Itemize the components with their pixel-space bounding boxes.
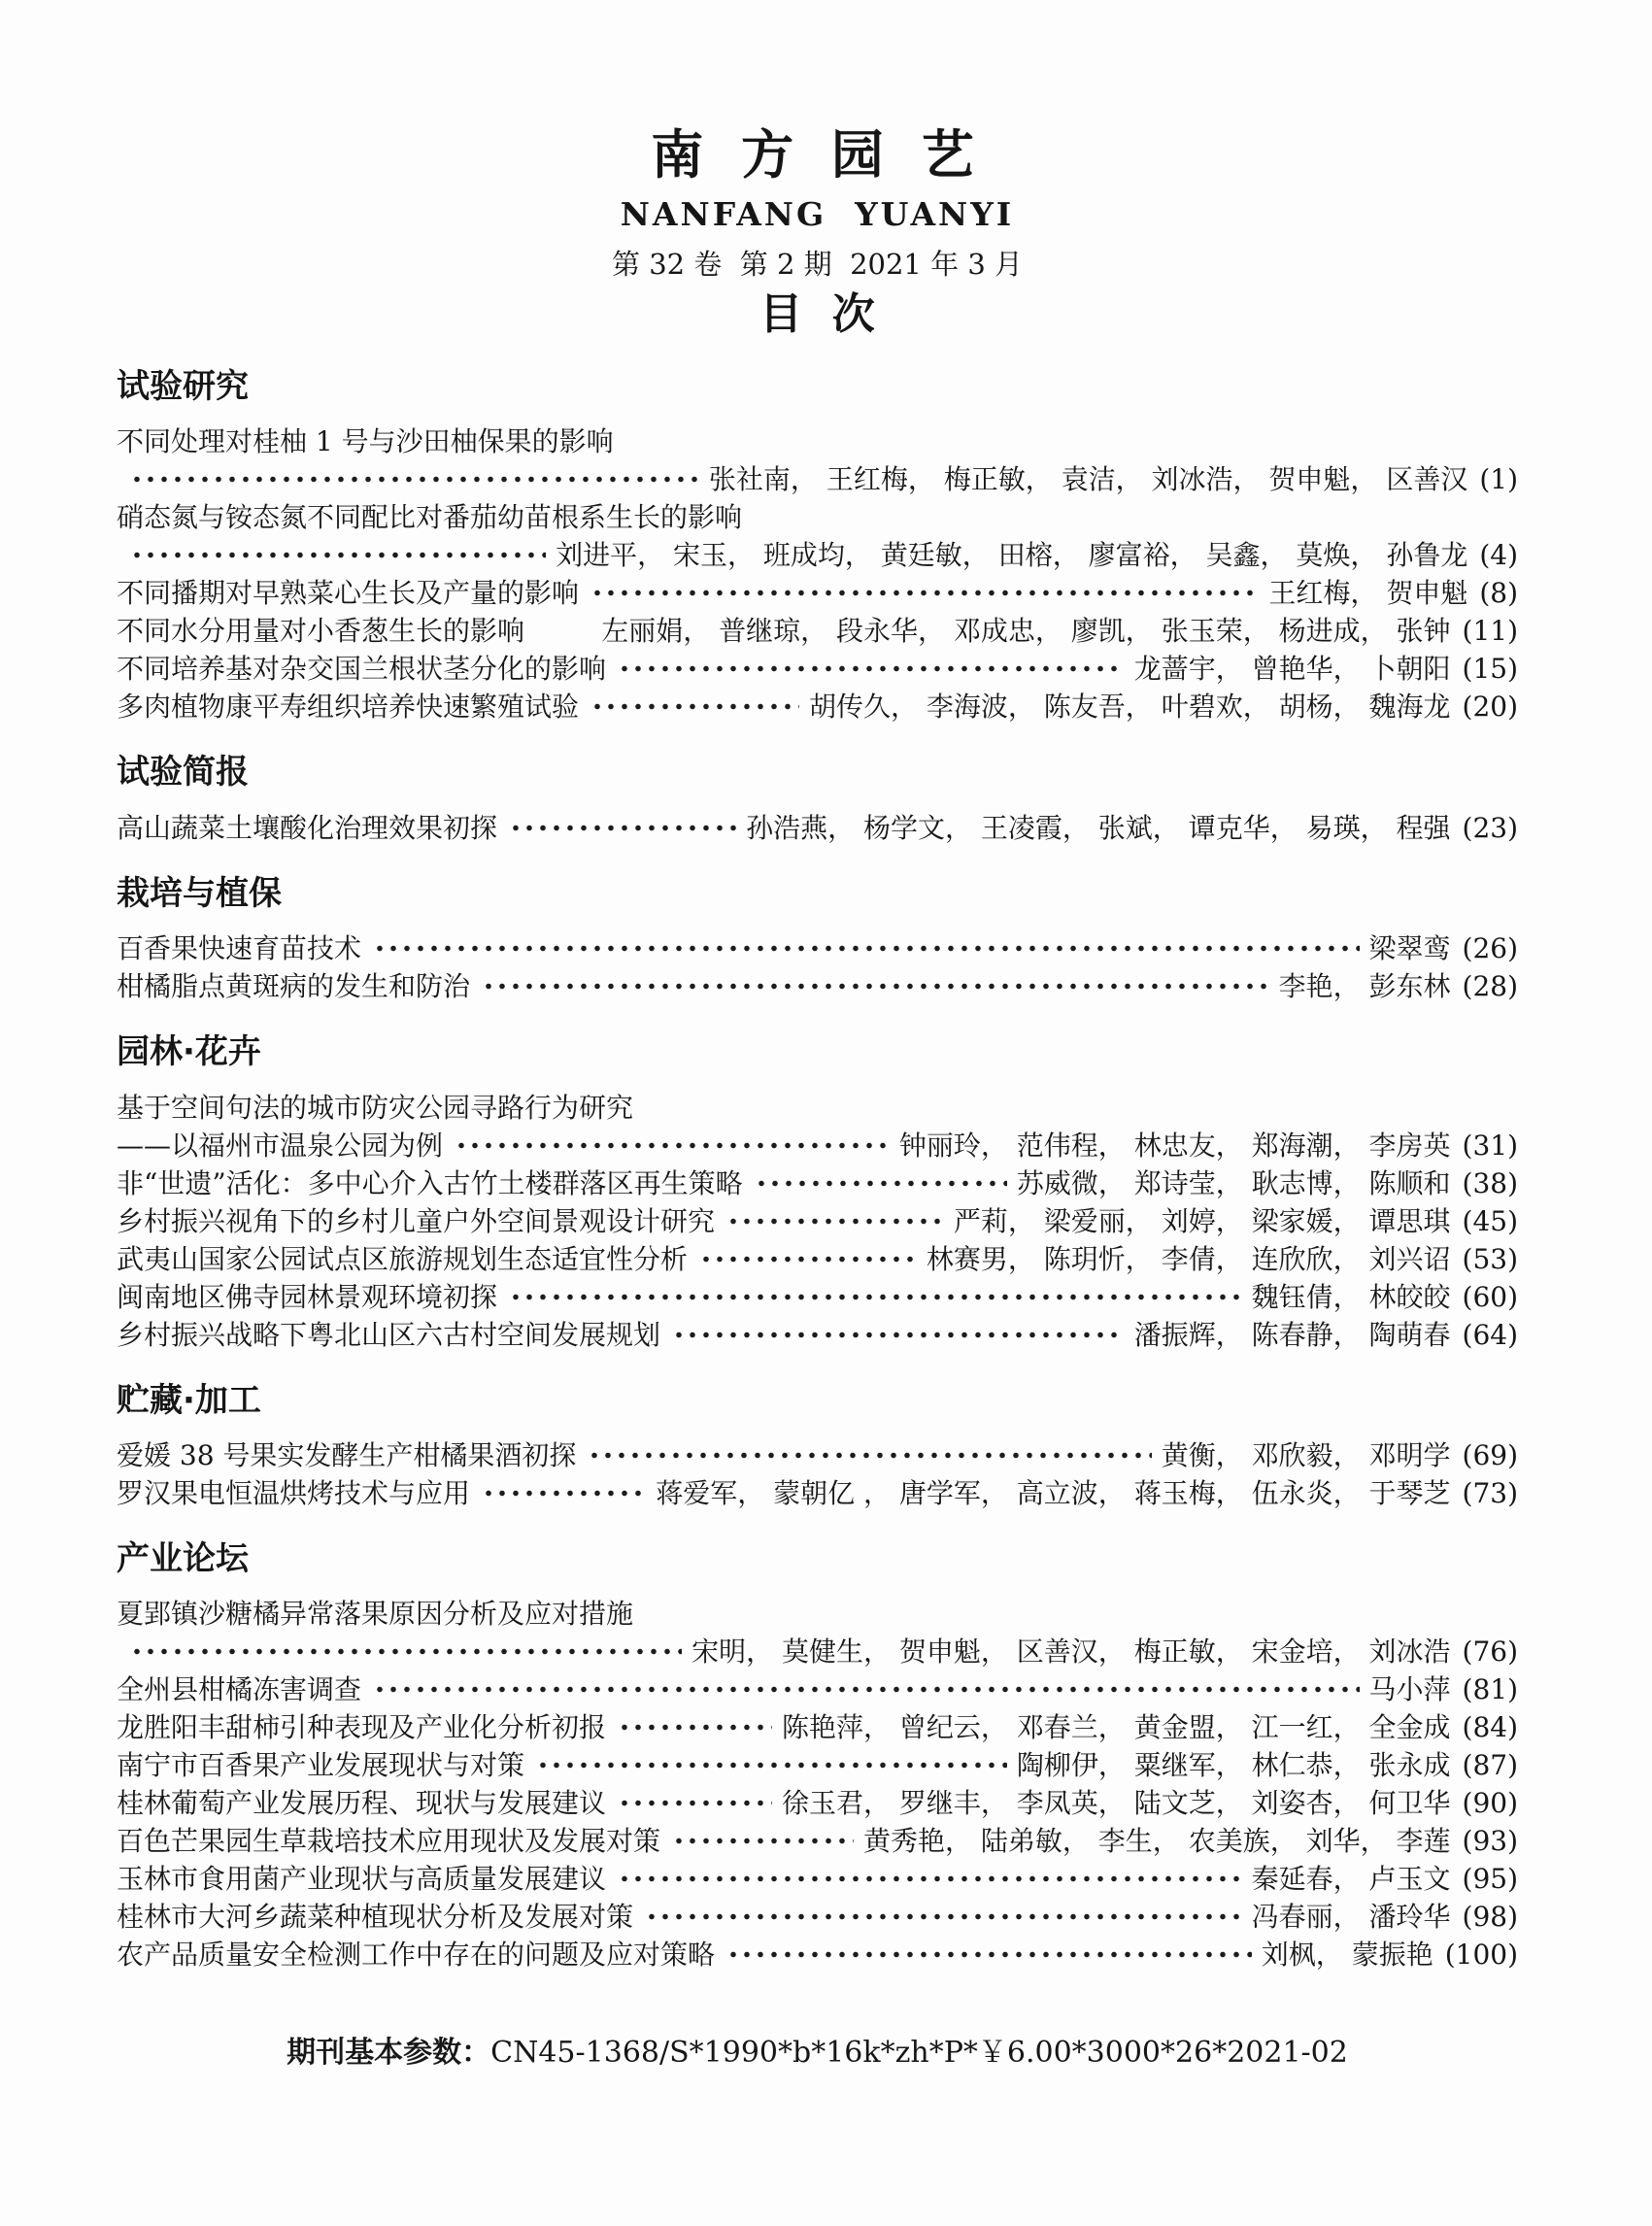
toc-entry-line <box>117 1316 1518 1354</box>
entry-title: 非“世遗”活化：多中心介入古竹土楼群落区再生策略 <box>117 1166 743 1199</box>
entry-title: 高山蔬菜土壤酸化治理效果初探 <box>117 811 498 844</box>
toc-entry-line <box>117 1633 1518 1670</box>
entry-title: 南宁市百香果产业发展现状与对策 <box>117 1749 525 1782</box>
entry-authors: 陈艳萍， 曾纪云， 邓春兰， 黄金盟， 江一红， 全金成 <box>782 1711 1451 1744</box>
entry-page-number: (45) <box>1462 1204 1518 1237</box>
entry-title: 百色芒果园生草栽培技术应用现状及发展对策 <box>117 1825 661 1858</box>
dot-leader <box>699 1240 917 1278</box>
toc-section <box>117 1034 1518 1353</box>
toc-entry-line <box>117 612 1518 650</box>
entry-page-number: (15) <box>1462 653 1518 686</box>
entry-title: 桂林市大河乡蔬菜种植现状分析及发展对策 <box>117 1901 634 1934</box>
entry-page-number: (73) <box>1462 1476 1518 1509</box>
entry-page-number: (28) <box>1462 970 1518 1003</box>
dot-leader <box>618 1784 772 1822</box>
entry-authors: 王红梅， 贺申魁 <box>1268 577 1468 610</box>
entry-authors: 宋明， 莫健生， 贺申魁， 区善汉， 梅正敏， 宋金培， 刘冰浩 <box>691 1636 1451 1669</box>
toc-entry-line <box>117 1474 1518 1512</box>
entry-page-number: (90) <box>1462 1787 1518 1820</box>
entry-authors: 梁翠鸾 <box>1368 932 1451 965</box>
toc-entry-line <box>117 929 1518 967</box>
entry-page-number: (4) <box>1479 539 1518 572</box>
entry-authors: 马小萍 <box>1368 1673 1451 1706</box>
entry-authors: 蒋爱军， 蒙朝亿 ， 唐学军， 高立波， 蒋玉梅， 伍永炎， 于琴芝 <box>656 1476 1451 1509</box>
toc-entry-line <box>117 1860 1518 1898</box>
entry-title: 武夷山国家公园试点区旅游规划生态适宜性分析 <box>117 1242 689 1275</box>
entry-title: 不同处理对桂柚 1 号与沙田柚保果的影响 <box>117 425 614 458</box>
dot-leader <box>536 612 591 650</box>
dot-leader <box>455 1127 890 1164</box>
entry-page-number: (100) <box>1444 1939 1518 1972</box>
toc-entry-line <box>117 809 1518 847</box>
toc-sections <box>117 366 1518 1973</box>
journal-masthead <box>117 0 1518 340</box>
entry-title: 龙胜阳丰甜柿引种表现及产业化分析初报 <box>117 1711 607 1744</box>
dot-leader <box>130 460 699 498</box>
contents-heading: 目 次 <box>759 289 875 340</box>
entry-page-number: (1) <box>1479 463 1518 496</box>
entry-page-number: (98) <box>1462 1901 1518 1934</box>
toc-entry-line <box>117 1708 1518 1746</box>
dot-leader <box>130 1633 682 1670</box>
entry-title: 乡村振兴视角下的乡村儿童户外空间景观设计研究 <box>117 1204 716 1237</box>
entry-page-number: (87) <box>1462 1749 1518 1782</box>
entry-title: 硝态氮与铵态氮不同配比对番茄幼苗根系生长的影响 <box>117 501 743 534</box>
toc-entry-line <box>117 498 1518 536</box>
section-header: 试验简报 <box>117 753 249 793</box>
entry-page-number: (20) <box>1462 691 1518 724</box>
entry-authors: 潘振辉， 陈春静， 陶萌春 <box>1133 1318 1451 1351</box>
toc-entry-line <box>117 1746 1518 1784</box>
dot-leader <box>509 1278 1242 1316</box>
entry-title: 农产品质量安全检测工作中存在的问题及应对策略 <box>117 1939 716 1972</box>
entry-title: 不同培养基对杂交国兰根状茎分化的影响 <box>117 653 607 686</box>
entry-authors: 苏威微， 郑诗莹， 耿志博， 陈顺和 <box>1016 1166 1451 1199</box>
dot-leader <box>726 1202 944 1240</box>
journal-title-pinyin: NANFANG YUANYI <box>620 195 1015 234</box>
toc-section <box>117 1538 1518 1973</box>
entry-page-number: (60) <box>1462 1280 1518 1313</box>
toc-section <box>117 1380 1518 1512</box>
entry-title: 不同水分用量对小香葱生长的影响 <box>117 615 525 648</box>
dot-leader <box>618 1860 1242 1898</box>
toc-section <box>117 366 1518 725</box>
entry-page-number: (31) <box>1462 1129 1518 1162</box>
entry-title: 基于空间句法的城市防灾公园寻路行为研究 <box>117 1091 634 1124</box>
toc-section <box>117 873 1518 1005</box>
entry-title: 玉林市食用菌产业现状与高质量发展建议 <box>117 1863 607 1896</box>
toc-entry-line <box>117 536 1518 574</box>
toc-section <box>117 755 1518 846</box>
toc-entry-line <box>117 1240 1518 1278</box>
entry-title: 桂林葡萄产业发展历程、现状与发展建议 <box>117 1787 607 1820</box>
entry-authors: 胡传久， 李海波， 陈友吾， 叶碧欢， 胡杨， 魏海龙 <box>809 691 1451 724</box>
toc-entry-line <box>117 1164 1518 1202</box>
entry-title: 全州县柑橘冻害调查 <box>117 1673 362 1706</box>
section-header: 试验研究 <box>117 366 249 406</box>
toc-entry-line <box>117 650 1518 688</box>
journal-parameters <box>117 2028 1518 2071</box>
toc-entry-line <box>117 1784 1518 1822</box>
entry-title: 不同播期对早熟菜心生长及产量的影响 <box>117 577 580 610</box>
entry-title: 闽南地区佛寺园林景观环境初探 <box>117 1280 498 1313</box>
entry-authors: 陶柳伊， 粟继军， 林仁恭， 张永成 <box>1016 1749 1451 1782</box>
entry-authors: 魏钰倩， 林皎皎 <box>1251 1280 1451 1313</box>
toc-entry-line <box>117 1936 1518 1973</box>
dot-leader <box>618 650 1125 688</box>
entry-title: 多肉植物康平寿组织培养快速繁殖试验 <box>117 691 580 724</box>
entry-title: 夏郢镇沙糖橘异常落果原因分析及应对措施 <box>117 1598 634 1631</box>
dot-leader <box>482 967 1269 1005</box>
toc-entry-line <box>117 1822 1518 1860</box>
entry-page-number: (23) <box>1462 811 1518 844</box>
dot-leader <box>373 929 1359 967</box>
dot-leader <box>726 1936 1252 1973</box>
entry-authors: 钟丽玲， 范伟程， 林忠友， 郑海潮， 李房英 <box>898 1129 1451 1162</box>
entry-page-number: (69) <box>1462 1438 1518 1471</box>
section-header: 产业论坛 <box>117 1538 249 1578</box>
dot-leader <box>588 1436 1151 1474</box>
dot-leader <box>645 1898 1242 1936</box>
toc-entry-line <box>117 1898 1518 1936</box>
dot-leader <box>755 1164 1007 1202</box>
dot-leader <box>130 536 546 574</box>
entry-authors: 林赛男， 陈玥忻， 李倩， 连欣欣， 刘兴诏 <box>926 1242 1451 1275</box>
dot-leader <box>373 1670 1359 1708</box>
entry-title: ——以福州市温泉公园为例 <box>117 1129 444 1162</box>
dot-leader <box>618 1708 772 1746</box>
entry-page-number: (38) <box>1462 1166 1518 1199</box>
entry-title: 爱媛 38 号果实发酵生产柑橘果酒初探 <box>117 1438 577 1471</box>
toc-entry-line <box>117 1127 1518 1164</box>
toc-entry-line <box>117 688 1518 725</box>
toc-entry-line <box>117 1278 1518 1316</box>
journal-title-chinese: 南 方 园 艺 <box>651 123 984 186</box>
entry-authors: 严莉， 梁爱丽， 刘婷， 梁家媛， 谭思琪 <box>953 1204 1451 1237</box>
entry-page-number: (76) <box>1462 1636 1518 1669</box>
toc-entry-line <box>117 460 1518 498</box>
dot-leader <box>672 1822 854 1860</box>
entry-authors: 刘进平， 宋玉， 班成均， 黄廷敏， 田榕， 廖富裕， 吴鑫， 莫焕， 孙鲁龙 <box>556 539 1468 572</box>
entry-page-number: (84) <box>1462 1711 1518 1744</box>
entry-authors: 秦延春， 卢玉文 <box>1251 1863 1451 1896</box>
entry-authors: 刘枫， 蒙振艳 <box>1261 1939 1433 1972</box>
entry-title: 乡村振兴战略下粤北山区六古村空间发展规划 <box>117 1318 661 1351</box>
dot-leader <box>672 1316 1125 1354</box>
toc-entry-line <box>117 1089 1518 1127</box>
entry-page-number: (64) <box>1462 1318 1518 1351</box>
toc-entry-line <box>117 422 1518 460</box>
toc-entry-line <box>117 1202 1518 1240</box>
dot-leader <box>590 574 1259 612</box>
entry-page-number: (81) <box>1462 1673 1518 1706</box>
entry-page-number: (8) <box>1479 577 1518 610</box>
toc-entry-line <box>117 1436 1518 1474</box>
entry-title: 柑橘脂点黄斑病的发生和防治 <box>117 970 471 1003</box>
entry-authors: 张社南， 王红梅， 梅正敏， 袁洁， 刘冰浩， 贺申魁， 区善汉 <box>708 463 1468 496</box>
entry-authors: 孙浩燕， 杨学文， 王凌霞， 张斌， 谭克华， 易瑛， 程强 <box>746 811 1451 844</box>
entry-page-number: (95) <box>1462 1863 1518 1896</box>
entry-authors: 左丽娟， 普继琼， 段永华， 邓成忠， 廖凯， 张玉荣， 杨进成， 张钟 <box>601 615 1451 648</box>
volume-issue-date: 第 32 卷 第 2 期 2021 年 3 月 <box>611 248 1023 282</box>
entry-page-number: (93) <box>1462 1825 1518 1858</box>
entry-authors: 徐玉君， 罗继丰， 李凤英， 陆文芝， 刘姿杏， 何卫华 <box>782 1787 1451 1820</box>
toc-entry-line <box>117 574 1518 612</box>
entry-page-number: (11) <box>1462 615 1518 648</box>
entry-authors: 冯春丽， 潘玲华 <box>1251 1901 1451 1934</box>
entry-title: 百香果快速育苗技术 <box>117 932 362 965</box>
entry-authors: 龙蔷宇， 曾艳华， 卜朝阳 <box>1133 653 1451 686</box>
dot-leader <box>509 809 736 847</box>
section-header: 园林·花卉 <box>117 1032 261 1072</box>
entry-page-number: (26) <box>1462 932 1518 965</box>
entry-page-number: (53) <box>1462 1242 1518 1275</box>
section-header: 栽培与植保 <box>117 873 282 913</box>
journal-parameters-value: CN45-1368/S*1990*b*16k*zh*P*￥6.00*3000*26*2021-02 <box>490 2036 1348 2071</box>
dot-leader <box>590 688 799 725</box>
entry-authors: 李艳， 彭东林 <box>1278 970 1451 1003</box>
entry-authors: 黄衡， 邓欣毅， 邓明学 <box>1161 1438 1451 1471</box>
section-header: 贮藏·加工 <box>117 1380 261 1420</box>
dot-leader <box>482 1474 646 1512</box>
entry-authors: 黄秀艳， 陆弟敏， 李生， 农美族， 刘华， 李莲 <box>863 1825 1451 1858</box>
entry-title: 罗汉果电恒温烘烤技术与应用 <box>117 1476 471 1509</box>
toc-entry-line <box>117 1595 1518 1633</box>
toc-entry-line <box>117 967 1518 1005</box>
dot-leader <box>536 1746 1007 1784</box>
journal-parameters-label: 期刊基本参数： <box>287 2036 491 2071</box>
toc-entry-line <box>117 1670 1518 1708</box>
